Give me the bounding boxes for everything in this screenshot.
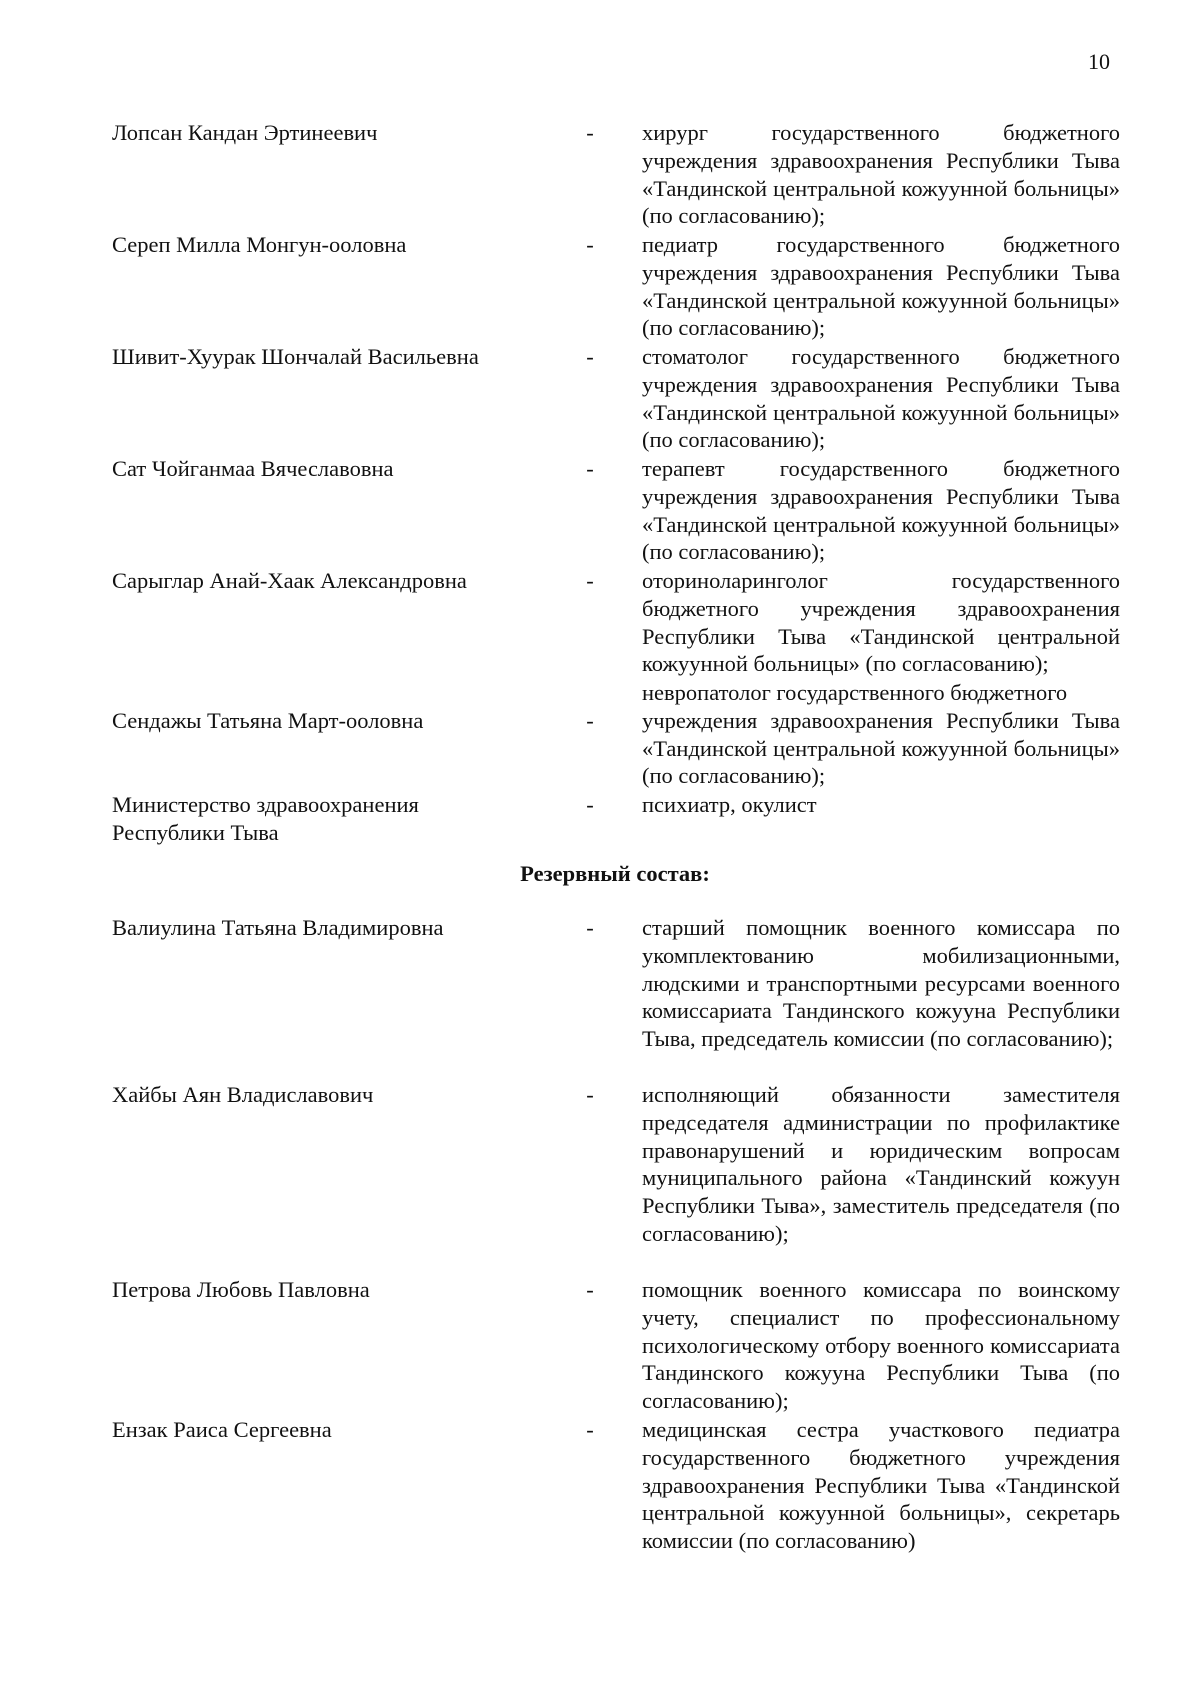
member-name: Сереп Милла Монгун-ооловна — [112, 232, 407, 257]
member-description: хирург государственного бюджетного учреждения здравоохранения Республики Тыва «Тандинской центральной кожуунной больницы» (по согласованию); — [642, 120, 1120, 229]
member-entry — [0, 567, 1200, 678]
member-description: педиатр государственного бюджетного учреждения здравоохранения Республики Тыва «Тандинской центральной кожуунной больницы» (по согласованию); — [642, 232, 1120, 341]
dash: - — [586, 1082, 594, 1107]
member-name: Шивит-Хуурак Шончалай Васильевна — [112, 344, 479, 369]
member-entry — [0, 231, 1200, 342]
ministry-name — [112, 791, 530, 847]
reserve-member-entry — [0, 914, 1200, 1053]
ministry-description: психиатр, окулист — [642, 792, 817, 817]
member-description: терапевт государственного бюджетного учреждения здравоохранения Республики Тыва «Тандинской центральной кожуунной больницы» (по согласованию); — [642, 456, 1120, 565]
member-name: Сарыглар Анай-Хаак Александровна — [112, 568, 467, 593]
member-description: стоматолог государственного бюджетного учреждения здравоохранения Республики Тыва «Тандинской центральной кожуунной больницы» (по согласованию); — [642, 344, 1120, 453]
member-description-first-line: невропатолог государственного бюджетного — [642, 680, 1068, 705]
member-description: исполняющий обязанности заместителя председателя администрации по профилактике правонарушений и юридическим вопросам муниципального района «Тандинский кожуун Республики Тыва», заместитель председателя (по согласованию); — [642, 1082, 1120, 1246]
member-entry — [0, 119, 1200, 230]
reserve-member-entry — [0, 1416, 1200, 1555]
dash: - — [586, 792, 594, 817]
member-name: Сат Чойганмаа Вячеславовна — [112, 456, 394, 481]
dash: - — [586, 232, 594, 257]
page-number: 10 — [1088, 49, 1110, 74]
member-name: Валиулина Татьяна Владимировна — [112, 915, 444, 940]
dash: - — [586, 1417, 594, 1442]
dash: - — [586, 707, 594, 733]
member-name: Хайбы Аян Владиславович — [112, 1082, 374, 1107]
member-name: Лопсан Кандан Эртинеевич — [112, 120, 378, 145]
dash: - — [586, 1277, 594, 1302]
dash: - — [586, 456, 594, 481]
dash: - — [586, 915, 594, 940]
member-description: оториноларинголог государственного бюджетного учреждения здравоохранения Республики Тыва «Тандинской центральной кожуунной больницы» (по согласованию); — [642, 568, 1120, 677]
member-name: Ензак Раиса Сергеевна — [112, 1417, 332, 1442]
member-description: старший помощник военного комиссара по укомплектованию мобилизационными, людскими и транспортными ресурсами военного комиссариата Тандинского кожууна Республики Тыва, председатель комиссии (по согласованию); — [642, 915, 1120, 1052]
member-name: Сендажы Татьяна Март-ооловна — [112, 707, 424, 733]
ministry-entry — [0, 791, 1200, 847]
member-name: Петрова Любовь Павловна — [112, 1277, 370, 1302]
ministry-name-line1: Министерство здравоохранения — [112, 792, 419, 817]
member-entry — [0, 679, 1200, 790]
reserve-member-entry — [0, 1276, 1200, 1415]
member-entry — [0, 455, 1200, 566]
dash: - — [586, 120, 594, 145]
member-description: учреждения здравоохранения Республики Тыва «Тандинской центральной кожуунной больницы» (по согласованию); — [642, 707, 1120, 789]
member-description: помощник военного комиссара по воинскому учету, специалист по профессиональному психологическому отбору военного комиссариата Тандинского кожууна Республики Тыва (по согласованию); — [642, 1277, 1120, 1414]
member-entry — [0, 343, 1200, 454]
dash: - — [586, 568, 594, 593]
ministry-name-line2: Республики Тыва — [112, 819, 279, 845]
dash: - — [586, 344, 594, 369]
reserve-member-entry — [0, 1081, 1200, 1248]
member-description: медицинская сестра участкового педиатра государственного бюджетного учреждения здравоохранения Республики Тыва «Тандинской центральной кожуунной больницы», секретарь комиссии (по согласованию) — [642, 1417, 1120, 1554]
reserve-heading: Резервный состав: — [520, 861, 710, 886]
